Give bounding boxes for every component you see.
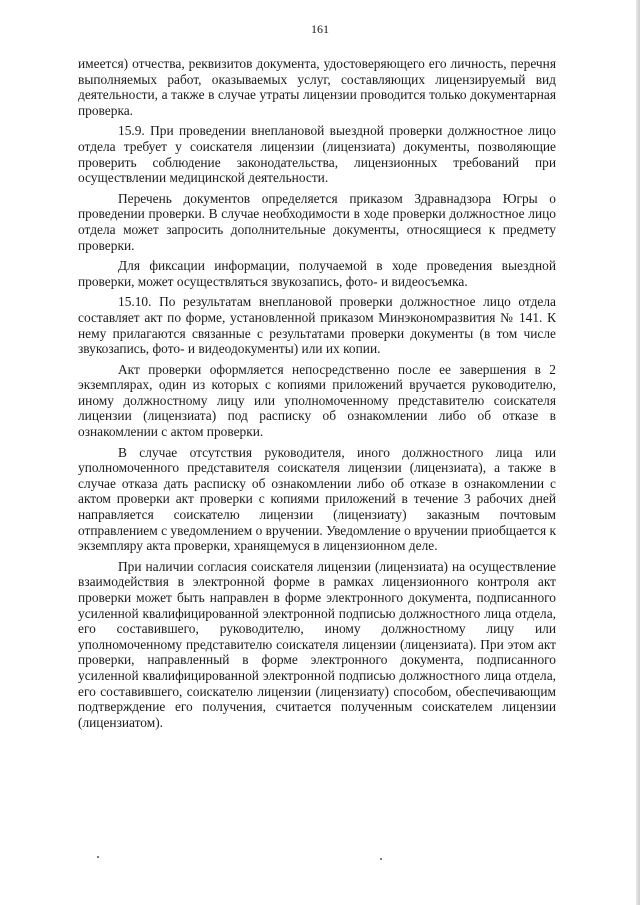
paragraph-recording: Для фиксации информации, получаемой в ходе проведения выездной проверки, может осуществляться звукозапись, фото- и видеосъемка. xyxy=(78,258,556,289)
scan-speck xyxy=(380,858,382,860)
paragraph-15-9: 15.9. При проведении внеплановой выездной проверки должностное лицо отдела требует у соискателя лицензии (лицензиата) документы, позволяющие проверить соблюдение законодательства, лицензионных требований при осуществлении медицинской деятельности. xyxy=(78,123,556,186)
paragraph-electronic-form: При наличии согласия соискателя лицензии (лицензиата) на осуществление взаимодействия в электронной форме в рамках лицензионного контроля акт проверки может быть направлен в форме электронного документа, подписанного усиленной квалифицированной электронной подписью должностного лица отдела, его составившего, руководителю, иному должностному лицу или уполномоченному представителю соискателя лицензии (лицензиата). При этом акт проверки, направленный в форме электронного документа, подписанного усиленной квалифицированной электронной подписью должностного лица отдела, его составившего, соискателю лицензии (лицензиату) способом, обеспечивающим подтверждение его получения, считается полученным соискателем лицензии (лицензиатом). xyxy=(78,558,556,730)
scan-speck xyxy=(97,856,99,858)
paragraph-continuation: имеется) отчества, реквизитов документа, удостоверяющего его личность, перечня выполняемых работ, оказываемых услуг, составляющих лицензируемый вид деятельности, а также в случае утраты лицензии проводится только документарная проверка. xyxy=(78,56,556,118)
document-body xyxy=(78,56,556,735)
paragraph-15-10: 15.10. По результатам внеплановой проверки должностное лицо отдела составляет акт по форме, установленной приказом Минэкономразвития № 141. К нему прилагаются связанные с результатами проверки документы (в том числе звукозапись, фото- и видеодокументы) или их копии. xyxy=(78,294,556,357)
paragraph-act-execution: Акт проверки оформляется непосредственно после ее завершения в 2 экземплярах, один из которых с копиями приложений вручается руководителю, иному должностному лицу или уполномоченному представителю соискателя лицензии (лицензиата) под расписку об ознакомлении либо об отказе в ознакомлении с актом проверки. xyxy=(78,361,556,440)
page-edge xyxy=(636,0,640,905)
paragraph-document-list: Перечень документов определяется приказом Здравнадзора Югры о проведении проверки. В случае необходимости в ходе проверки должностное лицо отдела может запросить дополнительные документы, относящиеся к предмету проверки. xyxy=(78,190,556,253)
paragraph-absence: В случае отсутствия руководителя, иного должностного лица или уполномоченного представителя соискателя лицензии (лицензиата), а также в случае отказа дать расписку об ознакомлении либо об отказе в ознакомлении с актом проверки акт проверки с копиями приложений в течение 3 рабочих дней направляется соискателю лицензии (лицензиату) заказным почтовым отправлением с уведомлением о вручении. Уведомление о вручении приобщается к экземпляру акта проверки, хранящемуся в лицензионном деле. xyxy=(78,444,556,554)
page-number: 161 xyxy=(311,22,329,36)
